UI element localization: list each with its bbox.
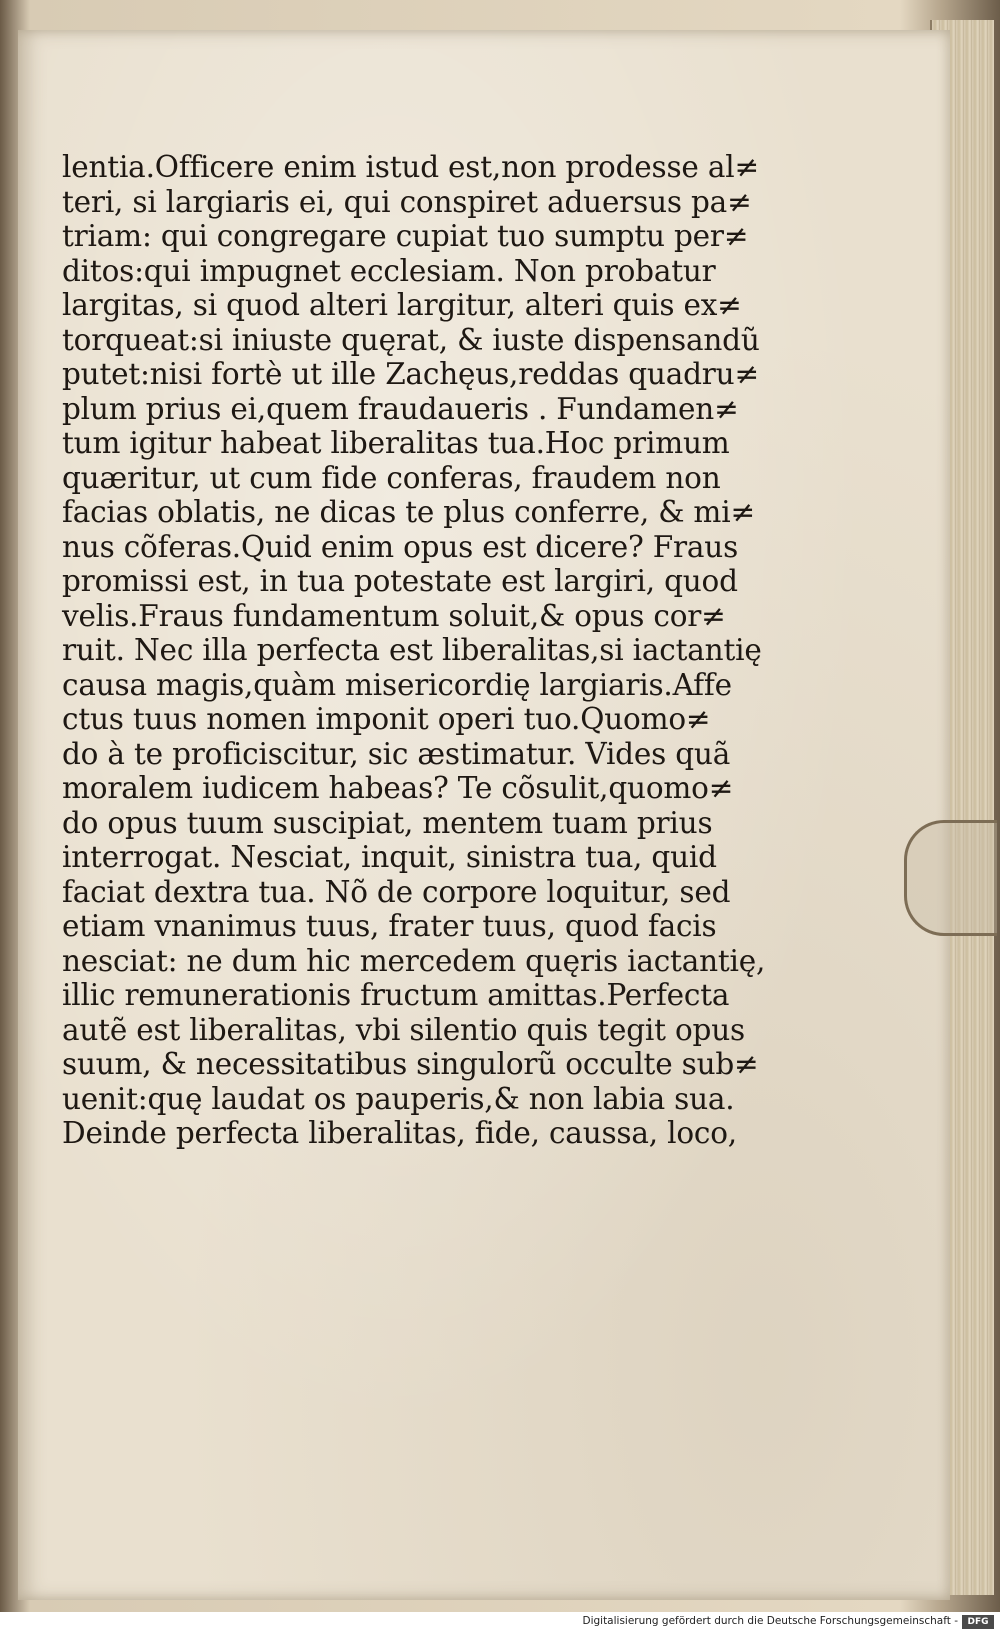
page-text-block: [62, 150, 766, 1151]
text-line: promissi est, in tua potestate est largiri, quod: [62, 564, 738, 598]
text-line: velis.Fraus fundamentum soluit,& opus cor≠: [62, 598, 726, 633]
text-line: Deinde perfecta liberalitas, fide, caussa, loco,: [62, 1116, 737, 1150]
text-line: causa magis,quàm misericordię largiaris.Affe: [62, 667, 732, 702]
text-line: torqueat:si iniuste quęrat, & iuste dispensandũ: [62, 322, 760, 357]
text-line: quæritur, ut cum fide conferas, fraudem non: [62, 460, 721, 495]
text-line: nesciat: ne dum hic mercedem quęris iactantię,: [62, 943, 766, 978]
funding-credit: Digitalisierung gefördert durch die Deutsche Forschungsgemeinschaft -: [582, 1615, 958, 1627]
dfg-logo: DFG: [962, 1615, 994, 1629]
text-line: illic remunerationis fructum amittas.Perfecta: [62, 978, 730, 1012]
text-line: autẽ est liberalitas, vbi silentio quis tegit opus: [62, 1012, 745, 1047]
text-line: largitas, si quod alteri largitur, alteri quis ex≠: [62, 288, 742, 322]
text-line: facias oblatis, ne dicas te plus conferre, & mi≠: [62, 495, 755, 529]
text-line: suum, & necessitatibus singulorũ occulte sub≠: [62, 1047, 759, 1081]
text-line: do à te proficiscitur, sic æstimatur. Vides quã: [62, 736, 731, 771]
text-line: plum prius ei,quem fraudaueris . Fundamen≠: [62, 391, 739, 426]
text-line: lentia.Officere enim istud est,non prodesse al≠: [62, 150, 759, 184]
text-line: putet:nisi fortè ut ille Zachęus,reddas quadru≠: [62, 357, 760, 391]
clasp-strap: [904, 820, 997, 936]
text-line: faciat dextra tua. Nõ de corpore loquitur, sed: [62, 874, 731, 909]
text-line: do opus tuum suscipiat, mentem tuam prius: [62, 805, 713, 840]
text-line: tum igitur habeat liberalitas tua.Hoc primum: [62, 426, 730, 460]
text-line: triam: qui congregare cupiat tuo sumptu per≠: [62, 219, 749, 253]
text-line: ditos:qui impugnet ecclesiam. Non probatur: [62, 253, 716, 288]
text-line: nus cõferas.Quid enim opus est dicere? Fraus: [62, 529, 739, 564]
text-line: moralem iudicem habeas? Te cõsulit,quomo≠: [62, 771, 734, 805]
footer-bar: [0, 1612, 1000, 1632]
text-line: ctus tuus nomen imponit operi tuo.Quomo≠: [62, 702, 711, 736]
text-line: teri, si largiaris ei, qui conspiret aduersus pa≠: [62, 184, 752, 219]
text-line: etiam vnanimus tuus, frater tuus, quod facis: [62, 909, 717, 943]
text-line: uenit:quę laudat os pauperis,& non labia sua.: [62, 1081, 735, 1116]
text-line: ruit. Nec illa perfecta est liberalitas,si iactantię: [62, 633, 762, 667]
text-line: interrogat. Nesciat, inquit, sinistra tua, quid: [62, 840, 717, 874]
